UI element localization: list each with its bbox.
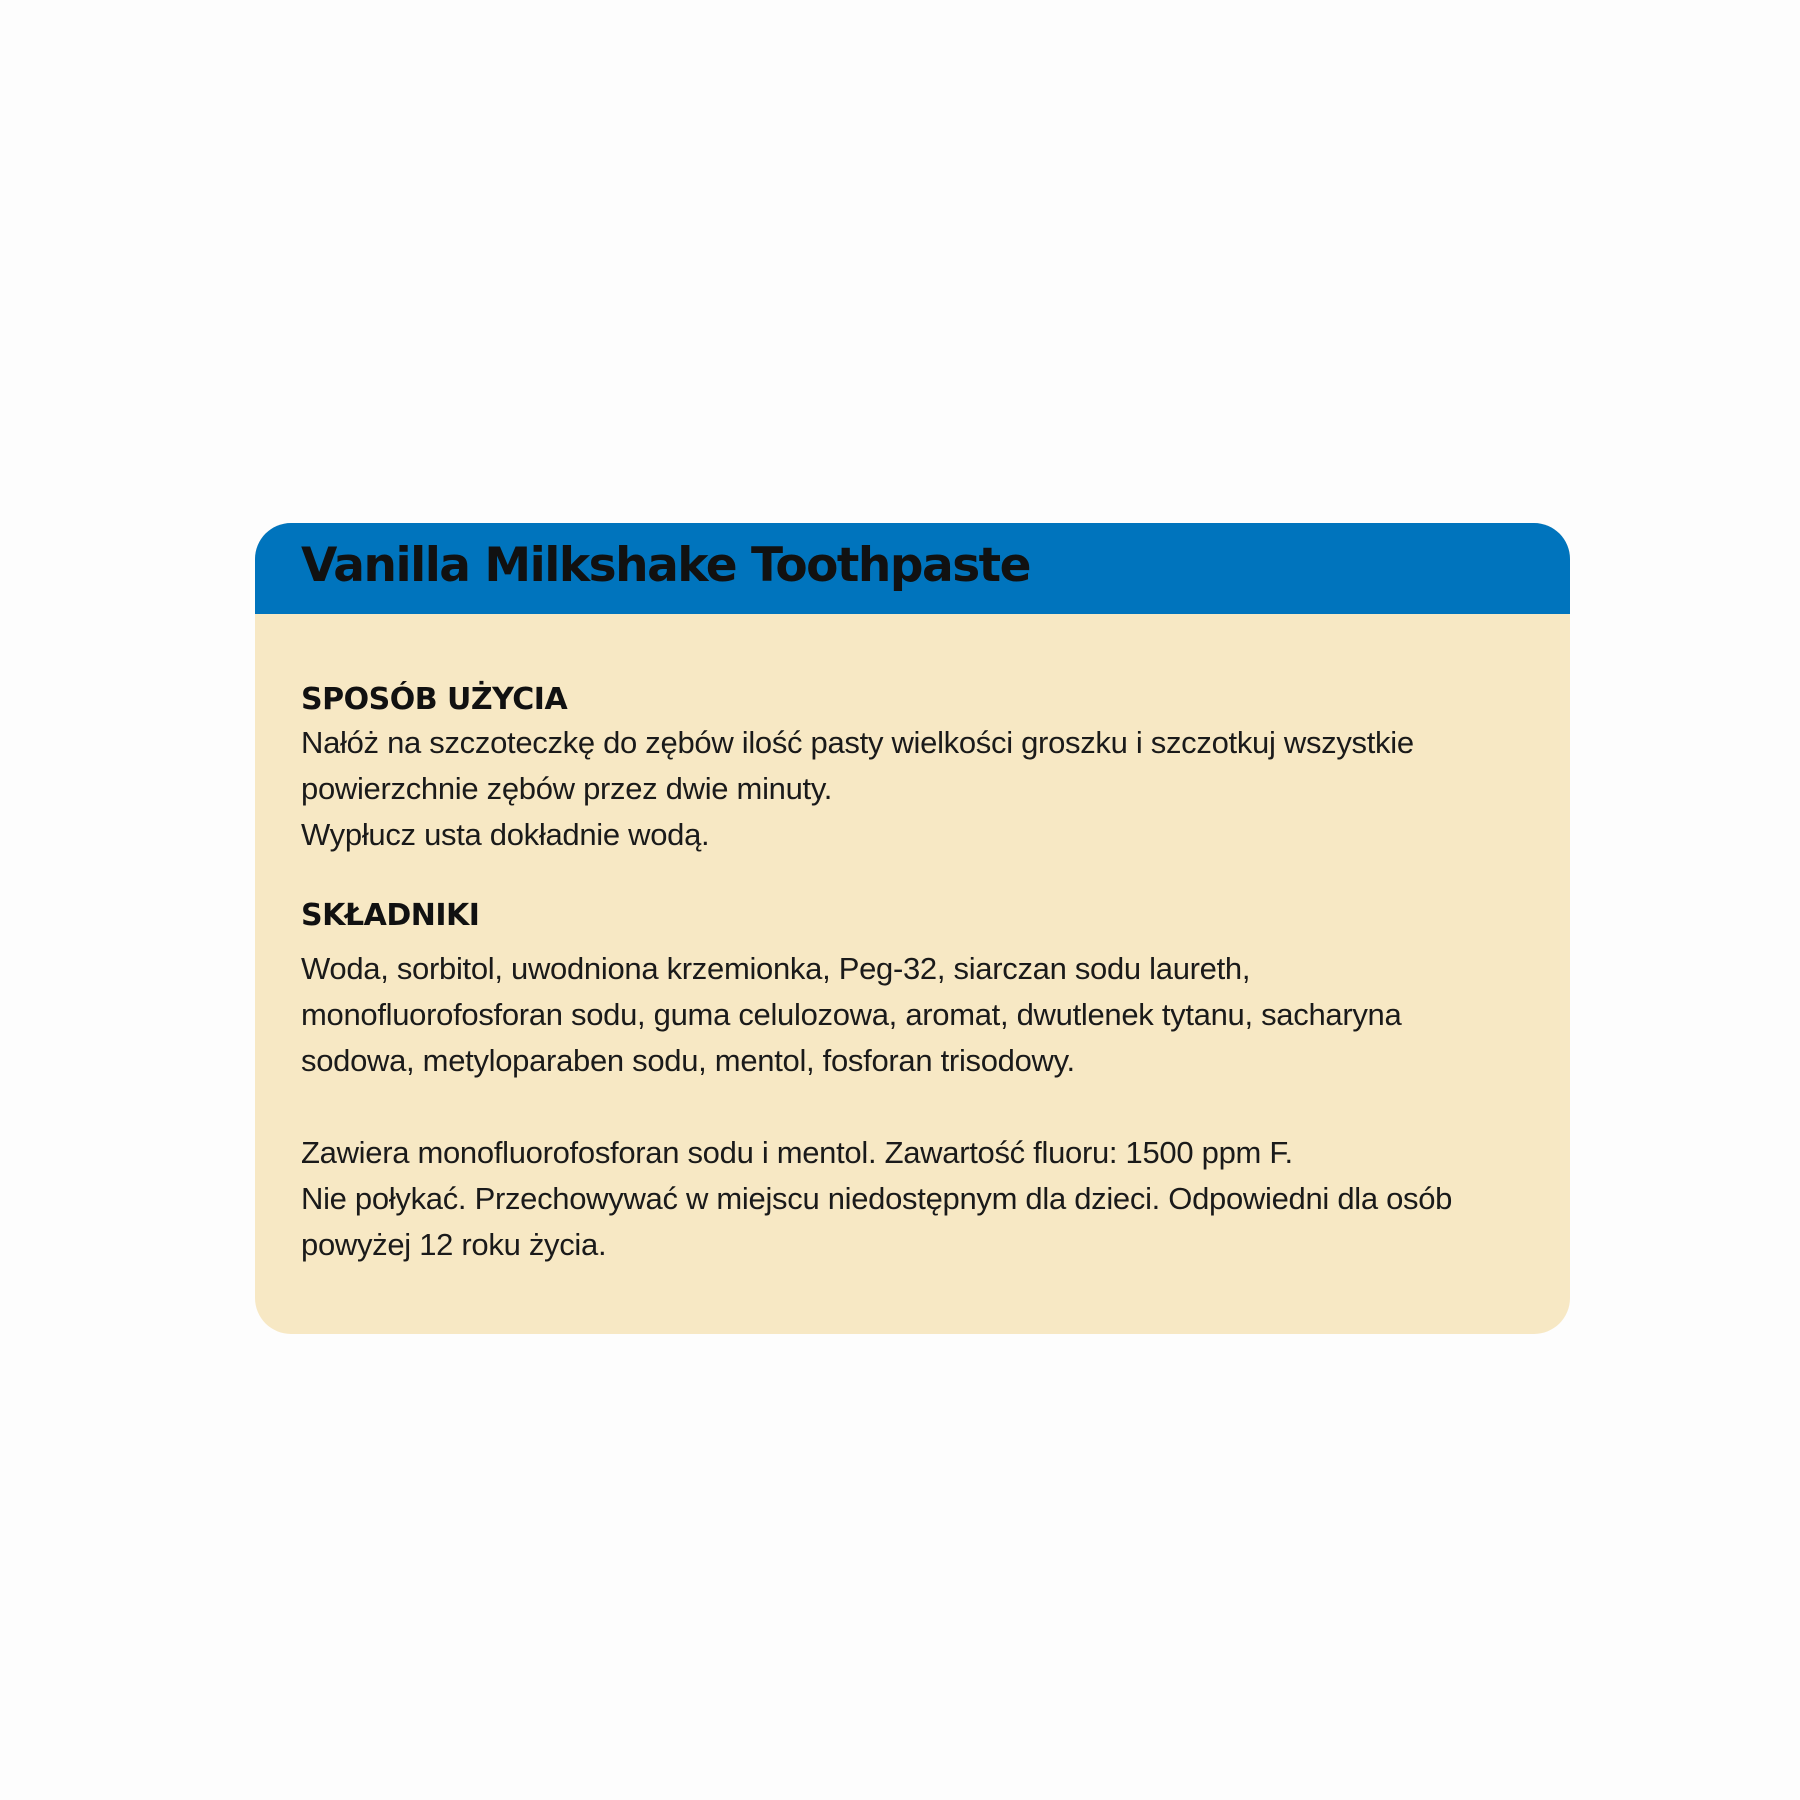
usage-heading: SPOSÓB UŻYCIA	[301, 682, 568, 717]
warning-line: Nie połykać. Przechowywać w miejscu niedostępnym dla dzieci. Odpowiedni dla osób	[301, 1181, 1453, 1216]
ingredients-line: sodowa, metyloparaben sodu, mentol, fosforan trisodowy.	[301, 1043, 1075, 1078]
ingredients-heading: SKŁADNIKI	[301, 898, 480, 933]
card-header	[255, 523, 1570, 614]
usage-text	[301, 720, 1524, 858]
ingredients-text	[301, 946, 1524, 1084]
product-info-card	[255, 523, 1570, 1334]
warning-line: powyżej 12 roku życia.	[301, 1227, 607, 1262]
ingredients-line: Woda, sorbitol, uwodniona krzemionka, Peg-32, siarczan sodu laureth,	[301, 951, 1251, 986]
card-body	[255, 614, 1570, 1268]
usage-line: powierzchnie zębów przez dwie minuty.	[301, 771, 833, 806]
usage-line: Nałóż na szczoteczkę do zębów ilość pasty wielkości groszku i szczotkuj wszystkie	[301, 725, 1414, 760]
warnings-text	[301, 1130, 1524, 1268]
ingredients-line: monofluorofosforan sodu, guma celulozowa, aromat, dwutlenek tytanu, sacharyna	[301, 997, 1402, 1032]
warning-line: Zawiera monofluorofosforan sodu i mentol. Zawartość fluoru: 1500 ppm F.	[301, 1135, 1293, 1170]
usage-line: Wypłucz usta dokładnie wodą.	[301, 817, 710, 852]
product-title: Vanilla Milkshake Toothpaste	[301, 538, 1031, 593]
